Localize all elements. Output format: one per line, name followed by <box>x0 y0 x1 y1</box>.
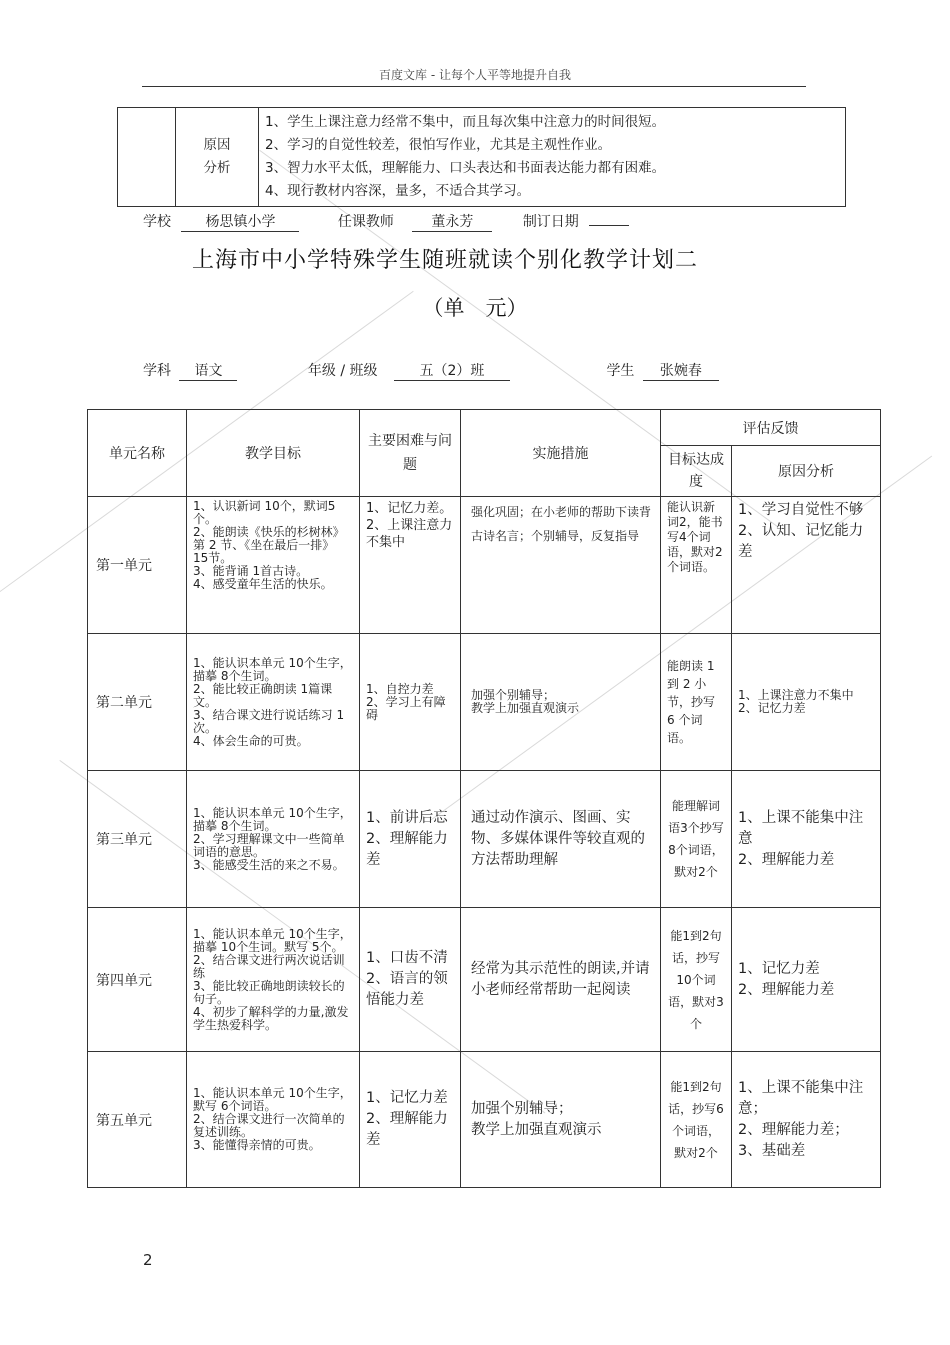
table-row <box>88 634 881 771</box>
teacher-label: 任课教师 <box>337 214 394 230</box>
reason-item: 1、学生上课注意力经常不集中，而且每次集中注意力的时间很短。 <box>265 114 666 130</box>
goal-item: 1、能认识本单元 10个生字，描摹 10个生词。默写 5个。 <box>193 926 352 954</box>
goal-cell <box>187 908 360 1052</box>
header-feedback: 评估反馈 <box>661 410 881 446</box>
reason-analysis-item: 2、记忆力差 <box>738 701 806 715</box>
reason-cell <box>732 497 881 634</box>
unit-plan-table <box>87 409 881 1188</box>
measure-cell <box>461 497 661 634</box>
achievement-cell: 能1到2句话，抄写10个词语，默对3个 <box>661 908 732 1052</box>
table-row <box>88 1052 881 1188</box>
goal-item: 4、初步了解科学的力量,激发学生热爱科学。 <box>193 1004 349 1032</box>
measure-cell <box>461 771 661 908</box>
difficulty-item: 1、记忆力差。 <box>366 501 453 516</box>
goal-item: 3、能背诵 1首古诗。 <box>193 564 309 578</box>
header-difficulty: 主要困难与问题 <box>360 410 461 497</box>
student-info-row <box>143 360 719 381</box>
measure-cell <box>461 908 661 1052</box>
teacher-value: 董永芳 <box>412 213 492 232</box>
reason-analysis-item: 1、学习自觉性不够 <box>738 502 864 518</box>
reason-cell <box>732 1052 881 1188</box>
reason-analysis-item: 1、上课不能集中注意 <box>738 809 864 847</box>
reason-analysis-item: 1、上课不能集中注意； <box>738 1079 864 1117</box>
blank-cell <box>118 108 176 207</box>
header-unit: 单元名称 <box>88 410 187 497</box>
reason-cell <box>732 771 881 908</box>
goal-item: 1、能认识本单元 10个生字，默写 6个词语。 <box>193 1086 352 1113</box>
goal-item: 1、认识新词 10个，默词5个。 <box>193 499 336 526</box>
difficulty-cell <box>360 908 461 1052</box>
header-divider <box>142 86 806 87</box>
reason-analysis-item: 1、上课注意力不集中 <box>738 688 854 702</box>
grade-label: 年级 / 班级 <box>307 363 378 379</box>
reason-item: 2、学习的自觉性较差，很怕写作业，尤其是主观性作业。 <box>265 137 612 153</box>
reason-analysis-item: 2、认知、记忆能力差 <box>738 523 864 560</box>
header-reason: 原因分析 <box>732 446 881 497</box>
table-row <box>88 771 881 908</box>
difficulty-item: 2、上课注意力不集中 <box>366 518 453 550</box>
goal-item: 1、能认识本单元 10个生字，描摹 8个生词。 <box>193 805 352 833</box>
student-label: 学生 <box>606 363 635 379</box>
difficulty-cell <box>360 634 461 771</box>
measure-item: 加强个别辅导； <box>471 1100 573 1117</box>
reason-analysis-item: 3、基础差 <box>738 1142 806 1159</box>
reason-label-line1: 原因 <box>203 137 231 153</box>
unit-name: 第三单元 <box>88 771 187 908</box>
goal-item: 2、能比较正确朗读 1篇课文。 <box>193 681 333 709</box>
achievement-cell: 能认识新词2，能书写4个词语，默对2个词语。 <box>661 497 732 634</box>
difficulty-item: 1、自控力差 <box>366 681 434 696</box>
measure-item: 通过动作演示、图画、实物、多媒体课件等较直观的方法帮助理解 <box>471 809 645 868</box>
reason-analysis-item: 2、理解能力差 <box>738 851 835 868</box>
date-value <box>589 225 629 226</box>
achievement-cell: 能1到2句话，抄写6个词语，默对2个 <box>661 1052 732 1188</box>
page-subtitle: （单 元） <box>422 296 528 320</box>
goal-cell <box>187 771 360 908</box>
difficulty-item: 1、记忆力差 <box>366 1090 448 1106</box>
difficulty-item: 1、口齿不清 <box>366 950 448 966</box>
subject-value: 语文 <box>179 362 237 381</box>
difficulty-item: 2、理解能力差 <box>366 830 448 868</box>
goal-item: 3、能懂得亲情的可贵。 <box>193 1138 321 1152</box>
difficulty-item: 2、理解能力差 <box>366 1111 448 1148</box>
measure-cell <box>461 634 661 771</box>
difficulty-cell <box>360 497 461 634</box>
difficulty-item: 2、学习上有障碍 <box>366 694 446 722</box>
table-row <box>88 497 881 634</box>
page-header: 百度文库 - 让每个人平等地提升自我 <box>379 68 571 82</box>
reason-cell <box>732 908 881 1052</box>
difficulty-cell <box>360 1052 461 1188</box>
reason-item: 3、智力水平太低，理解能力、口头表达和书面表达能力都有困难。 <box>265 160 666 176</box>
grade-value: 五（2）班 <box>394 362 510 381</box>
date-label: 制订日期 <box>522 214 579 230</box>
difficulty-item: 1、前讲后忘 <box>366 809 448 826</box>
difficulty-item: 2、语言的领悟能力差 <box>366 971 448 1008</box>
reason-label-cell <box>176 108 259 207</box>
reason-list <box>265 111 844 203</box>
goal-item: 2、学习理解课文中一些简单词语的意思。 <box>193 831 345 859</box>
reason-item: 4、现行教材内容深，量多，不适合其学习。 <box>265 183 531 199</box>
reason-analysis-item: 2、理解能力差 <box>738 981 835 998</box>
reason-analysis-item: 2、理解能力差； <box>738 1121 849 1138</box>
goal-item: 3、结合课文进行说话练习 1次。 <box>193 707 345 735</box>
school-value: 杨思镇小学 <box>181 213 299 232</box>
unit-name: 第一单元 <box>88 497 187 634</box>
unit-name: 第五单元 <box>88 1052 187 1188</box>
table-row <box>88 908 881 1052</box>
school-info-row <box>143 211 629 232</box>
unit-name: 第四单元 <box>88 908 187 1052</box>
unit-name: 第二单元 <box>88 634 187 771</box>
goal-item: 3、能感受生活的来之不易。 <box>193 857 345 872</box>
reason-cell <box>732 634 881 771</box>
achievement-cell: 能朗读 1 到 2 小节，抄写 6 个词语。 <box>661 634 732 771</box>
goal-item: 1、能认识本单元 10个生字，描摹 8个生词。 <box>193 655 352 683</box>
goal-item: 2、结合课文进行两次说话训练 <box>193 952 345 980</box>
school-label: 学校 <box>143 214 171 230</box>
header-measures: 实施措施 <box>461 410 661 497</box>
goal-item: 4、体会生命的可贵。 <box>193 733 309 748</box>
achievement-cell: 能理解词语3个抄写8个词语，默对2个 <box>661 771 732 908</box>
measure-cell <box>461 1052 661 1188</box>
subject-label: 学科 <box>143 363 171 379</box>
reason-list-cell <box>259 108 846 207</box>
header-goal: 教学目标 <box>187 410 360 497</box>
goal-item: 2、能朗读《快乐的杉树林》第 2 节、《坐在最后一排》 15节。 <box>193 525 345 565</box>
goal-item: 2、结合课文进行一次简单的复述训练。 <box>193 1112 345 1139</box>
measure-item: 教学上加强直观演示 <box>471 1121 602 1138</box>
reason-analysis-table <box>117 107 846 207</box>
measure-item: 强化巩固；在小老师的帮助下读背古诗名言；个别辅导，反复指导 <box>471 505 652 543</box>
difficulty-cell <box>360 771 461 908</box>
goal-item: 3、能比较正确地朗读较长的句子。 <box>193 978 345 1006</box>
goal-item: 4、感受童年生活的快乐。 <box>193 577 333 591</box>
student-value: 张婉春 <box>643 362 719 381</box>
goal-cell <box>187 1052 360 1188</box>
measure-item: 教学上加强直观演示 <box>471 701 580 715</box>
measure-item: 经常为其示范性的朗读,并请小老师经常帮助一起阅读 <box>471 960 650 998</box>
reason-label-line2: 分析 <box>203 160 231 176</box>
goal-cell <box>187 497 360 634</box>
page-number: 2 <box>143 1251 153 1269</box>
measure-item: 加强个别辅导； <box>471 688 556 702</box>
goal-cell <box>187 634 360 771</box>
page-title: 上海市中小学特殊学生随班就读个别化教学计划二 <box>191 248 698 273</box>
header-achievement: 目标达成度 <box>661 446 732 497</box>
reason-analysis-item: 1、记忆力差 <box>738 960 820 977</box>
